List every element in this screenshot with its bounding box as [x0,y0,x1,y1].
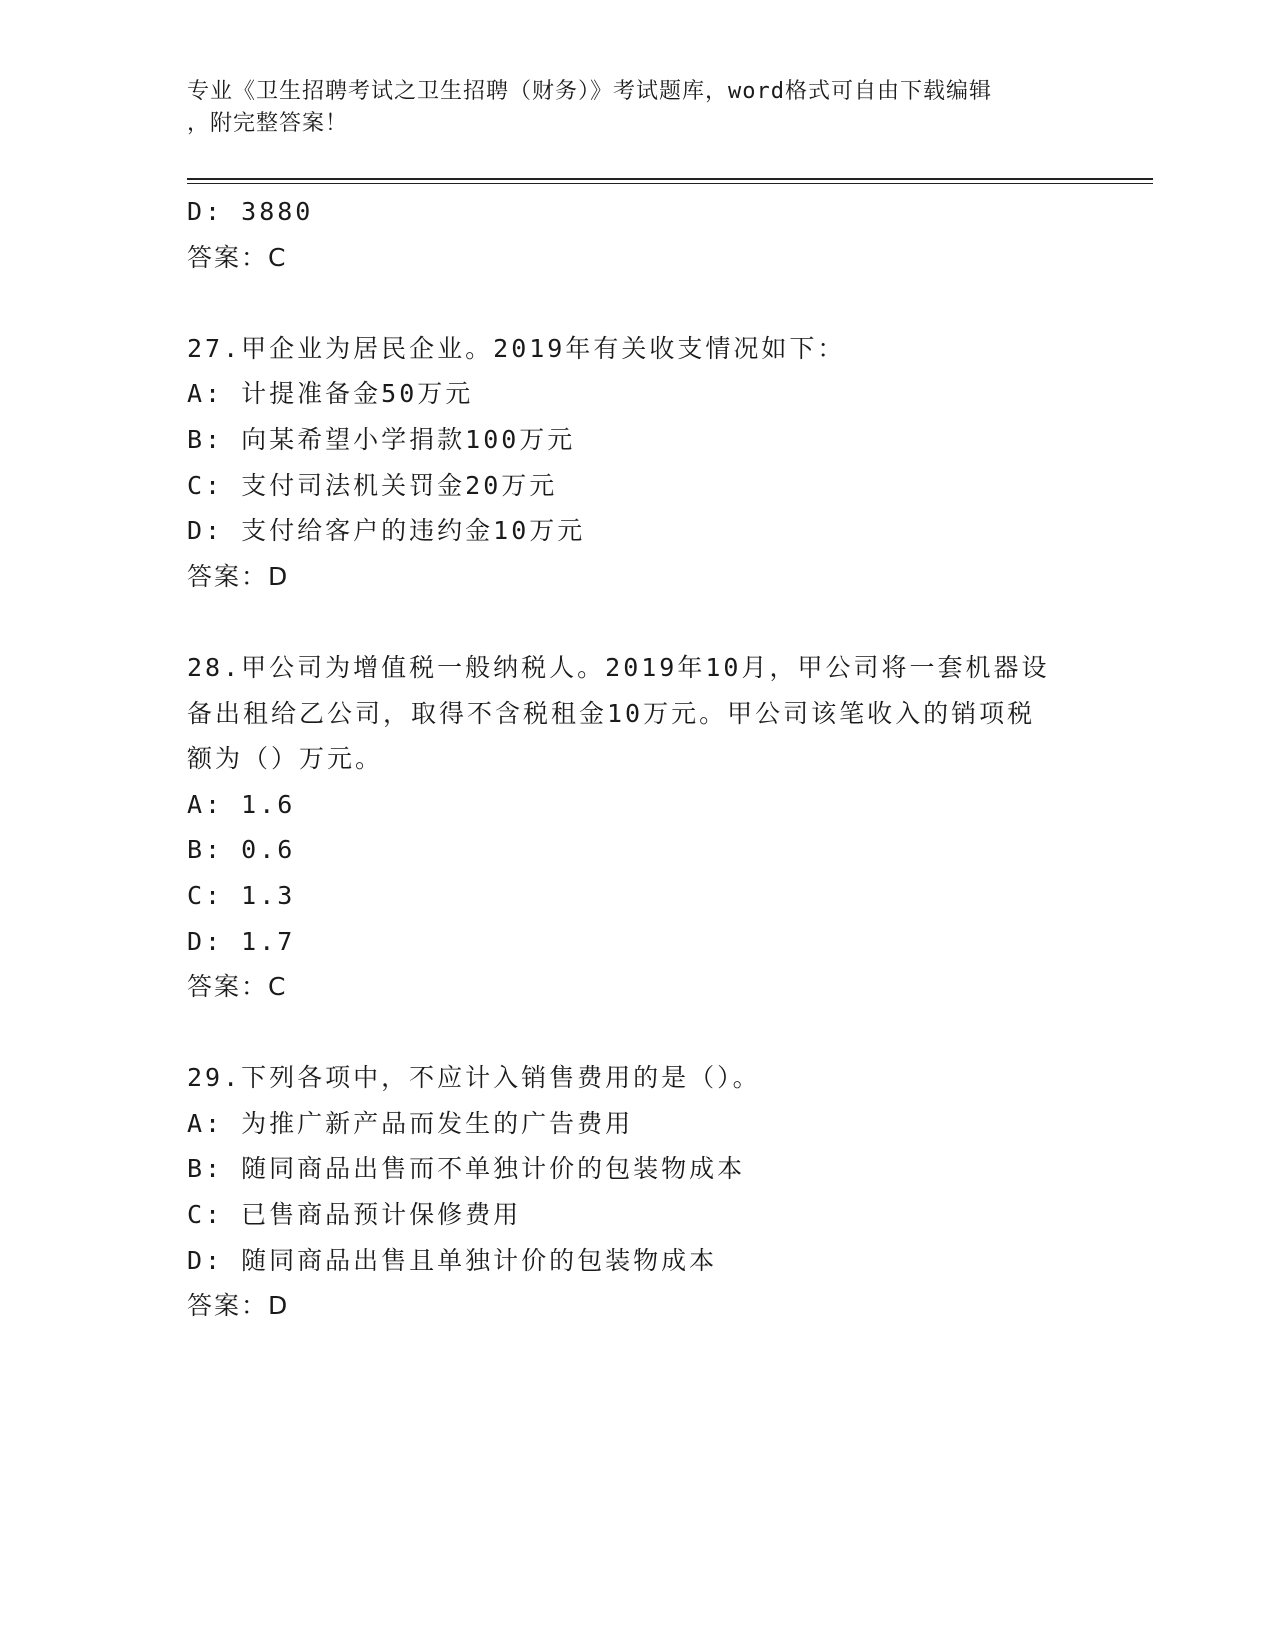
header-line-2: ，附完整答案！ [187,111,349,136]
question-spacer [187,1010,1087,1056]
option-d: D: 1.7 [187,926,296,956]
header-line-1: 专业《卫生招聘考试之卫生招聘（财务）》考试题库，word格式可自由下载编辑 [187,79,992,104]
answer-line: 答案：D [187,561,290,591]
previous-question-tail [187,189,1087,280]
question-stem-cont: 额为（）万元。 [187,744,384,774]
option-c: C: 1.3 [187,880,296,910]
option-a: A: 计提准备金50万元 [187,379,474,409]
answer-line: 答案：D [187,1291,290,1321]
header-rule-thin [187,183,1153,184]
option-d: D: 3880 [187,197,314,226]
question-content [187,189,1087,1329]
option-d: D: 支付给客户的违约金10万元 [187,516,586,546]
question-stem: 27.甲企业为居民企业。2019年有关收支情况如下： [187,333,846,363]
option-b: B: 0.6 [187,835,296,865]
option-b: B: 随同商品出售而不单独计价的包装物成本 [187,1154,746,1184]
question-27 [187,326,1087,600]
header-rule-thick [187,178,1153,180]
question-29 [187,1055,1087,1329]
option-a: A: 1.6 [187,789,296,819]
option-b: B: 向某希望小学捐款100万元 [187,424,576,454]
question-stem-cont: 备出租给乙公司，取得不含税租金10万元。甲公司该笔收入的销项税 [187,698,1036,728]
question-spacer [187,280,1087,326]
document-header [187,76,1067,140]
answer-line: 答案：C [187,242,288,272]
answer-line: 答案：C [187,972,288,1002]
option-c: C: 已售商品预计保修费用 [187,1200,522,1230]
question-stem: 28.甲公司为增值税一般纳税人。2019年10月，甲公司将一套机器设 [187,652,1050,682]
option-d: D: 随同商品出售且单独计价的包装物成本 [187,1245,718,1275]
option-c: C: 支付司法机关罚金20万元 [187,470,558,500]
question-spacer [187,599,1087,645]
question-stem: 29.下列各项中，不应计入销售费用的是（）。 [187,1063,761,1093]
question-28 [187,645,1087,1010]
option-a: A: 为推广新产品而发生的广告费用 [187,1108,634,1138]
